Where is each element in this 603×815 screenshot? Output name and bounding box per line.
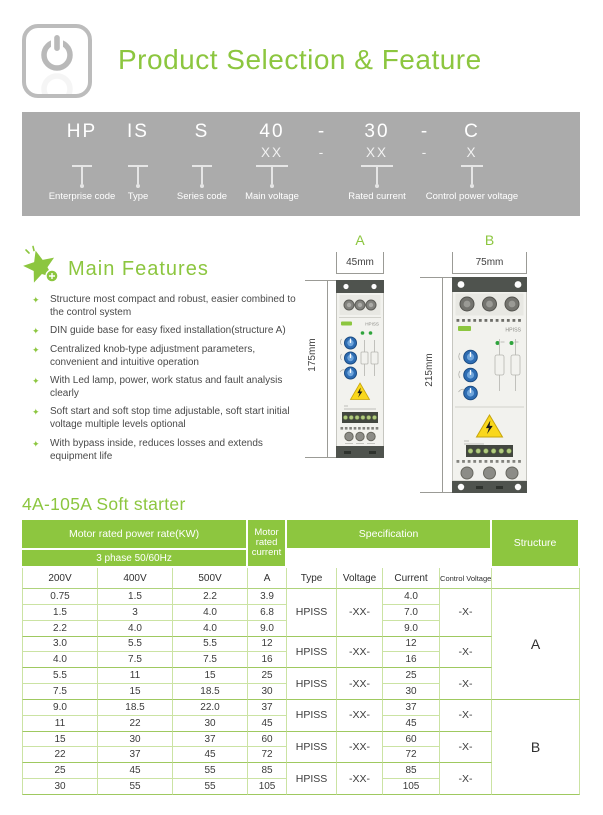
cell-power-500v: 2.2 — [173, 589, 248, 605]
dimension-width-b — [452, 252, 527, 274]
knob — [464, 350, 478, 400]
header-motor-rated-current: Motor rated current — [248, 520, 287, 568]
subheader-current: Current — [383, 568, 440, 589]
cell-control-voltage: -X- — [440, 763, 492, 795]
code-main-voltage: 40 — [259, 121, 285, 142]
cell-voltage: -XX- — [337, 700, 383, 732]
code-series: S — [194, 121, 210, 142]
cell-spec-current: 16 — [383, 652, 440, 668]
device-b-model-text: HPISS — [505, 327, 521, 334]
cell-spec-current: 37 — [383, 700, 440, 716]
label-enterprise-code: Enterprise code — [48, 191, 116, 202]
code-connector — [128, 165, 148, 184]
power-icon — [35, 28, 79, 94]
code-type: IS — [127, 121, 149, 142]
header-specification: Specification — [287, 520, 492, 550]
code-connector — [192, 165, 212, 184]
cell-power-500v: 7.5 — [173, 652, 248, 668]
code-connector — [361, 165, 393, 184]
cell-spec-current: 9.0 — [383, 621, 440, 637]
cell-power-500v: 22.0 — [173, 700, 248, 716]
cell-rated-current: 25 — [248, 668, 287, 684]
header-phase: 3 phase 50/60Hz — [22, 550, 248, 568]
cell-power-400v: 3 — [98, 605, 173, 621]
cell-spec-current: 4.0 — [383, 589, 440, 605]
model-code-banner — [22, 112, 580, 216]
cell-power-500v: 18.5 — [173, 684, 248, 700]
cell-power-400v: 4.0 — [98, 621, 173, 637]
cell-power-500v: 55 — [173, 763, 248, 779]
cell-spec-current: 72 — [383, 747, 440, 763]
cell-rated-current: 16 — [248, 652, 287, 668]
cell-power-200v: 30 — [22, 779, 98, 795]
knob — [345, 337, 357, 379]
cell-power-200v: 11 — [22, 716, 98, 732]
code-connector — [72, 165, 92, 184]
cell-rated-current: 105 — [248, 779, 287, 795]
cell-power-400v: 30 — [98, 732, 173, 748]
cell-power-400v: 18.5 — [98, 700, 173, 716]
features-heading: Main Features — [68, 258, 209, 280]
label-type: Type — [127, 191, 149, 202]
cell-type: HPISS — [287, 589, 337, 637]
cell-control-voltage: -X- — [440, 637, 492, 669]
code-sub-main-voltage: XX — [260, 145, 283, 160]
cell-spec-current: 7.0 — [383, 605, 440, 621]
cell-voltage: -XX- — [337, 763, 383, 795]
feature-item: ✦ Soft start and soft stop time adjustable, soft start initial voltage multiple levels optional — [24, 406, 306, 432]
code-sub-rated-current: XX — [365, 145, 388, 160]
cell-rated-current: 9.0 — [248, 621, 287, 637]
subheader-structure-empty — [492, 568, 580, 589]
cell-spec-current: 45 — [383, 716, 440, 732]
dimension-height-b: 215mm — [424, 353, 435, 387]
page-title: Product Selection & Feature — [118, 44, 482, 75]
cell-voltage: -XX- — [337, 668, 383, 700]
subheader-type: Type — [287, 568, 337, 589]
cell-rated-current: 30 — [248, 684, 287, 700]
cell-power-500v: 45 — [173, 747, 248, 763]
table-row — [22, 700, 580, 716]
cell-power-400v: 45 — [98, 763, 173, 779]
code-rated-current: 30 — [364, 121, 390, 142]
subheader-500v: 500V — [173, 568, 248, 589]
cell-power-400v: 37 — [98, 747, 173, 763]
dimension-line — [442, 277, 443, 493]
feature-item: ✦ DIN guide base for easy fixed installation(structure A) — [24, 325, 306, 338]
star-icon — [16, 243, 68, 296]
header-structure: Structure — [492, 520, 580, 568]
structure-b-label: B — [484, 232, 495, 248]
cell-voltage: -XX- — [337, 732, 383, 764]
cell-power-200v: 0.75 — [22, 589, 98, 605]
cell-control-voltage: -X- — [440, 700, 492, 732]
code-enterprise: HP — [66, 121, 98, 142]
dimension-width-a — [336, 252, 384, 274]
cell-rated-current: 3.9 — [248, 589, 287, 605]
cell-type: HPISS — [287, 732, 337, 764]
cell-rated-current: 37 — [248, 700, 287, 716]
dim-text: 75mm — [475, 257, 504, 268]
cell-power-500v: 5.5 — [173, 637, 248, 653]
cell-spec-current: 30 — [383, 684, 440, 700]
code-separator: - — [317, 121, 327, 142]
code-sub-control-voltage: X — [466, 145, 478, 160]
device-a-illustration — [336, 280, 384, 458]
header-power: Motor rated power rate(KW) — [22, 520, 248, 550]
power-icon-box — [22, 24, 92, 98]
cell-rated-current: 6.8 — [248, 605, 287, 621]
cell-structure: B — [492, 700, 580, 795]
code-control-voltage: C — [464, 121, 480, 142]
cell-structure: A — [492, 589, 580, 700]
dimension-tick — [420, 277, 452, 278]
table-row — [22, 589, 580, 605]
cell-power-400v: 1.5 — [98, 589, 173, 605]
feature-item: ✦ Structure most compact and robust, easier combined to the control system — [24, 294, 306, 320]
cell-power-200v: 1.5 — [22, 605, 98, 621]
subheader-200v: 200V — [22, 568, 98, 589]
cell-power-200v: 15 — [22, 732, 98, 748]
cell-power-400v: 55 — [98, 779, 173, 795]
cell-type: HPISS — [287, 637, 337, 669]
cell-power-200v: 4.0 — [22, 652, 98, 668]
cell-rated-current: 45 — [248, 716, 287, 732]
cell-spec-current: 85 — [383, 763, 440, 779]
cell-spec-current: 60 — [383, 732, 440, 748]
cell-power-500v: 4.0 — [173, 621, 248, 637]
subheader-amp: A — [248, 568, 287, 589]
cell-power-400v: 7.5 — [98, 652, 173, 668]
dimension-tick — [305, 457, 336, 458]
code-sub-separator: - — [318, 145, 326, 160]
code-connector — [461, 165, 483, 184]
device-a-model-text: HPISS — [365, 321, 379, 327]
cell-power-400v: 11 — [98, 668, 173, 684]
spec-table — [22, 520, 580, 795]
cell-spec-current: 12 — [383, 637, 440, 653]
cell-power-200v: 25 — [22, 763, 98, 779]
cell-rated-current: 60 — [248, 732, 287, 748]
dimension-tick — [420, 492, 452, 493]
cell-power-400v: 15 — [98, 684, 173, 700]
table-heading: 4A-105A Soft starter — [22, 494, 186, 514]
feature-item: ✦ With Led lamp, power, work status and fault analysis clearly — [24, 375, 306, 401]
cell-control-voltage: -X- — [440, 589, 492, 637]
device-b-illustration — [452, 277, 527, 493]
cell-type: HPISS — [287, 700, 337, 732]
cell-power-200v: 3.0 — [22, 637, 98, 653]
structure-a-label: A — [355, 232, 365, 248]
cell-rated-current: 12 — [248, 637, 287, 653]
cell-power-200v: 7.5 — [22, 684, 98, 700]
label-main-voltage: Main voltage — [245, 191, 299, 202]
subheader-voltage: Voltage — [337, 568, 383, 589]
label-rated-current: Rated current — [348, 191, 406, 202]
cell-power-400v: 22 — [98, 716, 173, 732]
cell-power-200v: 9.0 — [22, 700, 98, 716]
cell-spec-current: 25 — [383, 668, 440, 684]
cell-control-voltage: -X- — [440, 732, 492, 764]
cell-spec-current: 105 — [383, 779, 440, 795]
cell-power-500v: 4.0 — [173, 605, 248, 621]
dimension-height-a: 175mm — [307, 338, 318, 372]
cell-power-400v: 5.5 — [98, 637, 173, 653]
cell-power-500v: 37 — [173, 732, 248, 748]
dim-text: 45mm — [346, 257, 374, 268]
cell-type: HPISS — [287, 668, 337, 700]
feature-item: ✦ Centralized knob-type adjustment parameters, convenient and intuitive operation — [24, 344, 306, 370]
cell-voltage: -XX- — [337, 637, 383, 669]
code-separator: - — [420, 121, 430, 142]
cell-rated-current: 85 — [248, 763, 287, 779]
label-control-power-voltage: Control power voltage — [425, 191, 519, 202]
cell-power-200v: 5.5 — [22, 668, 98, 684]
code-sub-separator: - — [421, 145, 429, 160]
cell-power-500v: 55 — [173, 779, 248, 795]
cell-voltage: -XX- — [337, 589, 383, 637]
cell-power-200v: 22 — [22, 747, 98, 763]
cell-type: HPISS — [287, 763, 337, 795]
label-series-code: Series code — [176, 191, 228, 202]
cell-control-voltage: -X- — [440, 668, 492, 700]
code-connector — [256, 165, 288, 184]
subheader-400v: 400V — [98, 568, 173, 589]
dimension-line — [327, 280, 328, 458]
dimension-tick — [305, 280, 336, 281]
subheader-control-voltage: Control Voltage — [440, 568, 492, 589]
spec-table-body — [22, 589, 580, 795]
cell-power-500v: 30 — [173, 716, 248, 732]
cell-rated-current: 72 — [248, 747, 287, 763]
cell-power-200v: 2.2 — [22, 621, 98, 637]
feature-item: ✦ With bypass inside, reduces losses and extends equipment life — [24, 438, 306, 464]
cell-power-500v: 15 — [173, 668, 248, 684]
features-list — [24, 294, 306, 469]
